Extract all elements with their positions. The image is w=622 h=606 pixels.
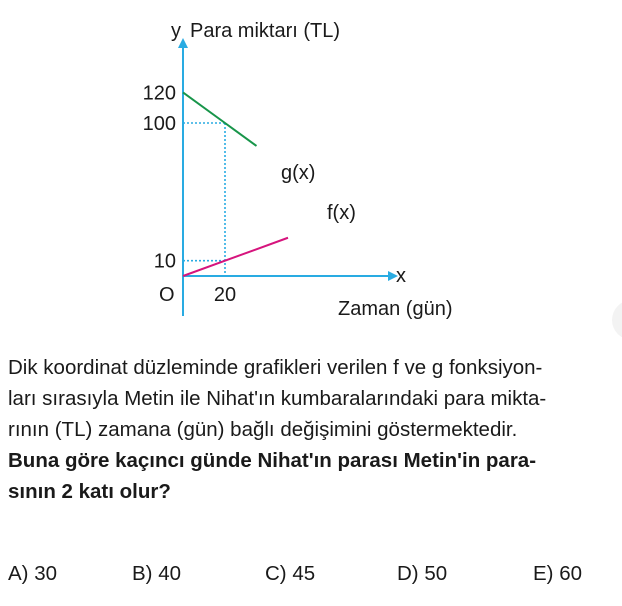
option-c[interactable] — [265, 562, 315, 586]
option-value: 45 — [292, 562, 316, 585]
x-tick-20: 20 — [213, 284, 237, 306]
option-letter: B) — [132, 562, 153, 585]
answer-options — [0, 562, 622, 594]
x-axis-name: x — [396, 265, 406, 287]
series-line-gx — [183, 92, 257, 146]
y-axis-name: y — [171, 20, 181, 42]
option-value: 40 — [158, 562, 182, 585]
y-axis-label: Para miktarı (TL) — [190, 20, 341, 42]
option-e[interactable] — [533, 562, 582, 586]
option-value: 60 — [559, 562, 583, 585]
option-a[interactable] — [8, 562, 57, 586]
origin-label: O — [159, 284, 175, 306]
option-letter: E) — [533, 562, 554, 585]
y-tick-10: 10 — [153, 250, 176, 273]
y-tick-120: 120 — [142, 82, 176, 105]
option-value: 50 — [424, 562, 448, 585]
question-line: rının (TL) zamana (gün) bağlı değişimini göstermektedir. — [8, 418, 518, 441]
question-line: Dik koordinat düzleminde grafikleri verilen f ve g fonksiyon- — [8, 356, 543, 379]
option-letter: A) — [8, 562, 29, 585]
series-label-g: g(x) — [281, 162, 316, 184]
option-letter: C) — [265, 562, 287, 585]
question-prompt: sının 2 katı olur? — [8, 480, 171, 503]
question-line: ları sırasıyla Metin ile Nihat'ın kumbaralarındaki para mikta- — [8, 387, 547, 410]
option-letter: D) — [397, 562, 419, 585]
option-value: 30 — [34, 562, 58, 585]
question-prompt: Buna göre kaçıncı günde Nihat'ın parası Metin'in para- — [8, 449, 537, 472]
series-line-fx — [183, 238, 288, 276]
y-tick-100: 100 — [142, 113, 176, 135]
x-axis-label: Zaman (gün) — [338, 298, 453, 320]
question-text — [8, 352, 620, 507]
series-label-f: f(x) — [327, 202, 356, 224]
option-b[interactable] — [132, 562, 181, 586]
option-d[interactable] — [397, 562, 447, 586]
